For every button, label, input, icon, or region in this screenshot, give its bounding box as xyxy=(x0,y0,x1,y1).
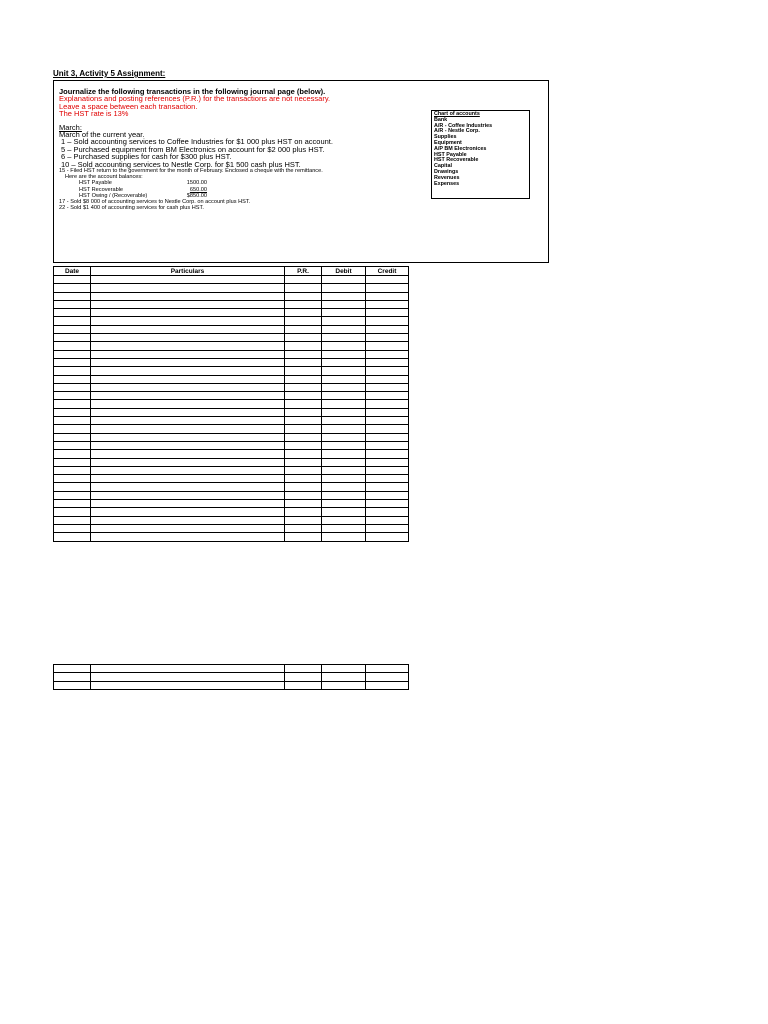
account-item: Supplies xyxy=(434,134,457,141)
credit-cell[interactable] xyxy=(366,317,409,325)
credit-cell[interactable] xyxy=(366,466,409,474)
debit-cell[interactable] xyxy=(322,500,366,508)
pr-cell[interactable] xyxy=(285,408,322,416)
date-cell[interactable] xyxy=(54,673,91,681)
particulars-cell[interactable] xyxy=(91,300,285,308)
particulars-cell[interactable] xyxy=(91,533,285,541)
date-cell[interactable] xyxy=(54,392,91,400)
debit-cell[interactable] xyxy=(322,433,366,441)
assignment-title: Unit 3, Activity 5 Assignment: xyxy=(53,69,166,78)
account-item: Equipment xyxy=(434,139,462,146)
credit-cell[interactable] xyxy=(366,375,409,383)
date-cell[interactable] xyxy=(54,466,91,474)
pr-cell[interactable] xyxy=(285,350,322,358)
pr-cell[interactable] xyxy=(285,516,322,524)
pr-cell[interactable] xyxy=(285,450,322,458)
pr-cell[interactable] xyxy=(285,317,322,325)
particulars-cell[interactable] xyxy=(91,425,285,433)
journal-row xyxy=(54,317,409,325)
debit-cell[interactable] xyxy=(322,665,366,673)
date-cell[interactable] xyxy=(54,425,91,433)
instructions xyxy=(59,88,333,211)
particulars-cell[interactable] xyxy=(91,367,285,375)
date-cell[interactable] xyxy=(54,342,91,350)
pr-cell[interactable] xyxy=(285,458,322,466)
journal-row xyxy=(54,375,409,383)
debit-cell[interactable] xyxy=(322,358,366,366)
pr-cell[interactable] xyxy=(285,508,322,516)
credit-cell[interactable] xyxy=(366,358,409,366)
debit-cell[interactable] xyxy=(322,334,366,342)
journal-row xyxy=(54,350,409,358)
date-cell[interactable] xyxy=(54,408,91,416)
account-item: HST Recoverable xyxy=(434,157,479,164)
pr-cell[interactable] xyxy=(285,425,322,433)
journal-row xyxy=(54,665,409,673)
balance-label: HST Recoverable xyxy=(79,186,124,193)
particulars-cell[interactable] xyxy=(91,483,285,491)
account-item: Expenses xyxy=(434,180,460,187)
debit-cell[interactable] xyxy=(322,516,366,524)
particulars-cell[interactable] xyxy=(91,334,285,342)
particulars-cell[interactable] xyxy=(91,516,285,524)
debit-cell[interactable] xyxy=(322,292,366,300)
pr-header: P.R. xyxy=(285,267,322,276)
credit-cell[interactable] xyxy=(366,342,409,350)
pr-cell[interactable] xyxy=(285,533,322,541)
credit-cell[interactable] xyxy=(366,681,409,689)
balances-intro: Here are the account balances: xyxy=(65,174,143,181)
journal-table-continued xyxy=(53,664,409,690)
date-cell[interactable] xyxy=(54,400,91,408)
date-cell[interactable] xyxy=(54,450,91,458)
journal-row xyxy=(54,673,409,681)
pr-cell[interactable] xyxy=(285,367,322,375)
credit-cell[interactable] xyxy=(366,392,409,400)
debit-cell[interactable] xyxy=(322,508,366,516)
date-cell[interactable] xyxy=(54,276,91,284)
instruction-line-2: Explanations and posting references (P.R.) for the transactions are not necessary. xyxy=(59,94,331,104)
journal-row xyxy=(54,433,409,441)
instruction-line-1: Journalize the following transactions in the following journal page (below). xyxy=(59,87,326,96)
date-cell[interactable] xyxy=(54,491,91,499)
pr-cell[interactable] xyxy=(285,375,322,383)
date-cell[interactable] xyxy=(54,317,91,325)
journal-table xyxy=(53,266,409,542)
journal-row xyxy=(54,441,409,449)
credit-cell[interactable] xyxy=(366,276,409,284)
account-item: Revenues xyxy=(434,174,460,181)
credit-cell[interactable] xyxy=(366,417,409,425)
account-item: HST Payable xyxy=(434,151,467,158)
debit-cell[interactable] xyxy=(322,483,366,491)
credit-cell[interactable] xyxy=(366,524,409,532)
date-cell[interactable] xyxy=(54,309,91,317)
journal-row xyxy=(54,358,409,366)
particulars-cell[interactable] xyxy=(91,392,285,400)
journal-row xyxy=(54,342,409,350)
debit-cell[interactable] xyxy=(322,408,366,416)
account-item: A/R - Coffee Industries xyxy=(434,122,493,129)
pr-cell[interactable] xyxy=(285,358,322,366)
journal-row xyxy=(54,284,409,292)
credit-cell[interactable] xyxy=(366,533,409,541)
journal-row xyxy=(54,483,409,491)
date-cell[interactable] xyxy=(54,475,91,483)
transaction-10: 10 – Sold accounting services to Nestle Corp. for $1 500 cash plus HST. xyxy=(61,159,301,169)
account-item: Capital xyxy=(434,163,452,170)
journal-header-row xyxy=(54,267,409,276)
pr-cell[interactable] xyxy=(285,292,322,300)
particulars-cell[interactable] xyxy=(91,500,285,508)
pr-cell[interactable] xyxy=(285,466,322,474)
pr-cell[interactable] xyxy=(285,392,322,400)
particulars-cell[interactable] xyxy=(91,508,285,516)
date-cell[interactable] xyxy=(54,500,91,508)
date-cell[interactable] xyxy=(54,483,91,491)
pr-cell[interactable] xyxy=(285,665,322,673)
pr-cell[interactable] xyxy=(285,334,322,342)
pr-cell[interactable] xyxy=(285,491,322,499)
instruction-line-4: The HST rate is 13% xyxy=(59,109,129,119)
debit-cell[interactable] xyxy=(322,400,366,408)
date-cell[interactable] xyxy=(54,533,91,541)
journal-row xyxy=(54,334,409,342)
transaction-6: 6 – Purchased supplies for cash for $300 plus HST. xyxy=(61,152,232,162)
debit-cell[interactable] xyxy=(322,392,366,400)
journal-row xyxy=(54,292,409,300)
date-cell[interactable] xyxy=(54,665,91,673)
date-cell[interactable] xyxy=(54,284,91,292)
particulars-cell[interactable] xyxy=(91,681,285,689)
particulars-cell[interactable] xyxy=(91,450,285,458)
account-item: Drawings xyxy=(434,168,459,175)
transaction-22: 22 - Sold $1 400 of accounting services for cash plus HST. xyxy=(59,205,204,212)
debit-cell[interactable] xyxy=(322,300,366,308)
pr-cell[interactable] xyxy=(285,284,322,292)
pr-cell[interactable] xyxy=(285,483,322,491)
pr-cell[interactable] xyxy=(285,441,322,449)
credit-cell[interactable] xyxy=(366,665,409,673)
balance-value: 650.00 xyxy=(189,186,207,193)
credit-header: Credit xyxy=(366,267,409,276)
journal-row xyxy=(54,533,409,541)
date-cell[interactable] xyxy=(54,325,91,333)
account-item: A/P BM Electronices xyxy=(434,145,487,152)
date-header: Date xyxy=(54,267,91,276)
particulars-cell[interactable] xyxy=(91,408,285,416)
credit-cell[interactable] xyxy=(366,508,409,516)
debit-cell[interactable] xyxy=(322,383,366,391)
debit-cell[interactable] xyxy=(322,284,366,292)
credit-cell[interactable] xyxy=(366,292,409,300)
journal-row xyxy=(54,524,409,532)
particulars-cell[interactable] xyxy=(91,350,285,358)
credit-cell[interactable] xyxy=(366,450,409,458)
date-cell[interactable] xyxy=(54,516,91,524)
debit-cell[interactable] xyxy=(322,673,366,681)
particulars-cell[interactable] xyxy=(91,276,285,284)
date-cell[interactable] xyxy=(54,441,91,449)
pr-cell[interactable] xyxy=(285,325,322,333)
debit-cell[interactable] xyxy=(322,350,366,358)
credit-cell[interactable] xyxy=(366,441,409,449)
date-cell[interactable] xyxy=(54,433,91,441)
march-heading: March: xyxy=(59,122,82,132)
transaction-15: 15 - Filed HST return to the government for the month of February. Enclosed a cheque with the remittance. xyxy=(59,168,323,175)
balance-value: 1500.00 xyxy=(186,180,207,187)
date-cell[interactable] xyxy=(54,417,91,425)
march-section xyxy=(59,124,333,212)
date-cell[interactable] xyxy=(54,367,91,375)
debit-cell[interactable] xyxy=(322,524,366,532)
pr-cell[interactable] xyxy=(285,383,322,391)
chart-of-accounts-list xyxy=(434,118,527,188)
pr-cell[interactable] xyxy=(285,524,322,532)
journal-row xyxy=(54,383,409,391)
debit-cell[interactable] xyxy=(322,475,366,483)
credit-cell[interactable] xyxy=(366,516,409,524)
debit-cell[interactable] xyxy=(322,325,366,333)
journal-row xyxy=(54,508,409,516)
pr-cell[interactable] xyxy=(285,433,322,441)
date-cell[interactable] xyxy=(54,350,91,358)
date-cell[interactable] xyxy=(54,508,91,516)
date-cell[interactable] xyxy=(54,375,91,383)
debit-header: Debit xyxy=(322,267,366,276)
credit-cell[interactable] xyxy=(366,300,409,308)
particulars-cell[interactable] xyxy=(91,375,285,383)
debit-cell[interactable] xyxy=(322,491,366,499)
date-cell[interactable] xyxy=(54,383,91,391)
chart-of-accounts-heading: Chart of accounts xyxy=(434,111,480,117)
credit-cell[interactable] xyxy=(366,673,409,681)
particulars-header: Particulars xyxy=(91,267,285,276)
particulars-cell[interactable] xyxy=(91,309,285,317)
credit-cell[interactable] xyxy=(366,433,409,441)
particulars-cell[interactable] xyxy=(91,358,285,366)
particulars-cell[interactable] xyxy=(91,665,285,673)
particulars-cell[interactable] xyxy=(91,400,285,408)
journal-row xyxy=(54,392,409,400)
credit-cell[interactable] xyxy=(366,475,409,483)
credit-cell[interactable] xyxy=(366,425,409,433)
credit-cell[interactable] xyxy=(366,500,409,508)
particulars-cell[interactable] xyxy=(91,383,285,391)
debit-cell[interactable] xyxy=(322,458,366,466)
particulars-cell[interactable] xyxy=(91,342,285,350)
credit-cell[interactable] xyxy=(366,400,409,408)
journal-row xyxy=(54,466,409,474)
pr-cell[interactable] xyxy=(285,309,322,317)
debit-cell[interactable] xyxy=(322,309,366,317)
journal-row xyxy=(54,300,409,308)
march-subheading: March of the current year. xyxy=(59,130,145,140)
debit-cell[interactable] xyxy=(322,425,366,433)
credit-cell[interactable] xyxy=(366,334,409,342)
balance-label: HST Payable xyxy=(79,180,112,187)
credit-cell[interactable] xyxy=(366,367,409,375)
pr-cell[interactable] xyxy=(285,673,322,681)
debit-cell[interactable] xyxy=(322,450,366,458)
journal-row xyxy=(54,450,409,458)
particulars-cell[interactable] xyxy=(91,475,285,483)
particulars-cell[interactable] xyxy=(91,466,285,474)
journal-row xyxy=(54,417,409,425)
pr-cell[interactable] xyxy=(285,400,322,408)
journal-row xyxy=(54,309,409,317)
particulars-cell[interactable] xyxy=(91,491,285,499)
journal-row xyxy=(54,491,409,499)
journal-row xyxy=(54,408,409,416)
instruction-line-3: Leave a space between each transaction. xyxy=(59,101,198,111)
particulars-cell[interactable] xyxy=(91,524,285,532)
account-item: A/R - Nestle Corp. xyxy=(434,128,480,135)
balance-label: HST Owing / (Recoverable) xyxy=(79,192,148,199)
debit-cell[interactable] xyxy=(322,367,366,375)
debit-cell[interactable] xyxy=(322,417,366,425)
credit-cell[interactable] xyxy=(366,309,409,317)
journal-row xyxy=(54,400,409,408)
pr-cell[interactable] xyxy=(285,475,322,483)
particulars-cell[interactable] xyxy=(91,673,285,681)
particulars-cell[interactable] xyxy=(91,325,285,333)
journal-row xyxy=(54,500,409,508)
debit-cell[interactable] xyxy=(322,441,366,449)
particulars-cell[interactable] xyxy=(91,292,285,300)
particulars-cell[interactable] xyxy=(91,317,285,325)
date-cell[interactable] xyxy=(54,524,91,532)
date-cell[interactable] xyxy=(54,300,91,308)
date-cell[interactable] xyxy=(54,334,91,342)
particulars-cell[interactable] xyxy=(91,458,285,466)
date-cell[interactable] xyxy=(54,292,91,300)
credit-cell[interactable] xyxy=(366,325,409,333)
journal-row xyxy=(54,367,409,375)
debit-cell[interactable] xyxy=(322,466,366,474)
journal-row xyxy=(54,276,409,284)
credit-cell[interactable] xyxy=(366,284,409,292)
credit-cell[interactable] xyxy=(366,408,409,416)
journal-row xyxy=(54,681,409,689)
credit-cell[interactable] xyxy=(366,350,409,358)
pr-cell[interactable] xyxy=(285,681,322,689)
credit-cell[interactable] xyxy=(366,491,409,499)
journal-row xyxy=(54,458,409,466)
particulars-cell[interactable] xyxy=(91,284,285,292)
debit-cell[interactable] xyxy=(322,276,366,284)
credit-cell[interactable] xyxy=(366,458,409,466)
pr-cell[interactable] xyxy=(285,500,322,508)
transaction-17: 17 - Sold $8 000 of accounting services to Nestle Corp. on account plus HST. xyxy=(59,199,251,206)
transaction-5: 5 – Purchased equipment from BM Electronics on account for $2 000 plus HST. xyxy=(61,144,325,154)
transaction-1: 1 – Sold accounting services to Coffee Industries for $1 000 plus HST on account. xyxy=(61,137,333,147)
date-cell[interactable] xyxy=(54,681,91,689)
credit-cell[interactable] xyxy=(366,483,409,491)
journal-row xyxy=(54,516,409,524)
journal-row xyxy=(54,475,409,483)
particulars-cell[interactable] xyxy=(91,433,285,441)
date-cell[interactable] xyxy=(54,458,91,466)
debit-cell[interactable] xyxy=(322,342,366,350)
debit-cell[interactable] xyxy=(322,533,366,541)
pr-cell[interactable] xyxy=(285,276,322,284)
particulars-cell[interactable] xyxy=(91,417,285,425)
pr-cell[interactable] xyxy=(285,342,322,350)
pr-cell[interactable] xyxy=(285,300,322,308)
account-item: Bank xyxy=(434,116,448,123)
debit-cell[interactable] xyxy=(322,681,366,689)
chart-of-accounts xyxy=(431,110,530,199)
debit-cell[interactable] xyxy=(322,375,366,383)
journal-row xyxy=(54,425,409,433)
date-cell[interactable] xyxy=(54,358,91,366)
debit-cell[interactable] xyxy=(322,317,366,325)
pr-cell[interactable] xyxy=(285,417,322,425)
journal-row xyxy=(54,325,409,333)
particulars-cell[interactable] xyxy=(91,441,285,449)
credit-cell[interactable] xyxy=(366,383,409,391)
balance-value: $850.00 xyxy=(186,192,207,199)
